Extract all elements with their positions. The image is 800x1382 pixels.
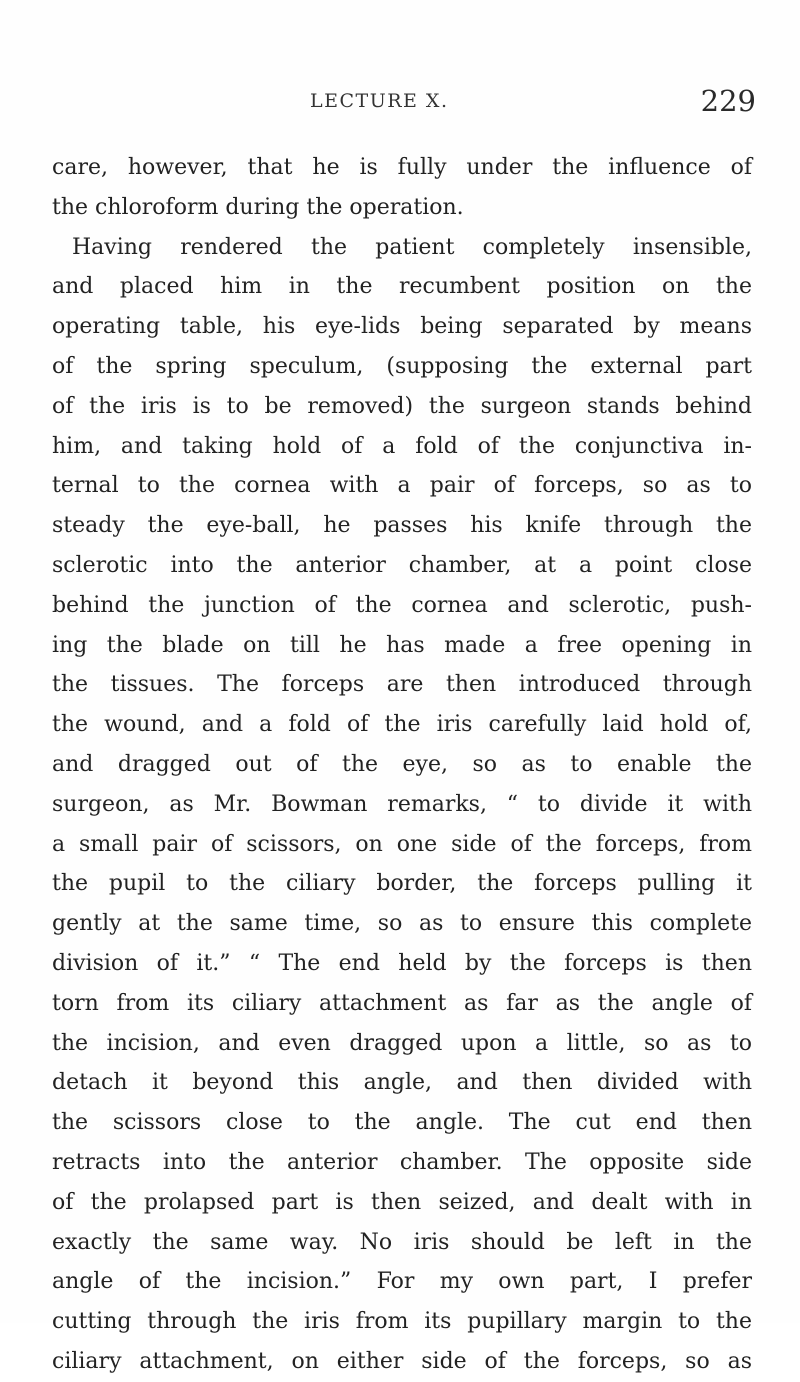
text-line: the pupil to the ciliary border, the forceps pulling it	[52, 871, 752, 897]
text-line: retracts into the anterior chamber. The opposite side	[52, 1149, 752, 1175]
text-line: division of it.” “ The end held by the forceps is then	[52, 950, 752, 976]
running-header	[52, 86, 756, 126]
text-line: operating table, his eye-lids being separated by means	[52, 314, 752, 340]
text-line: surgeon, as Mr. Bowman remarks, “ to divide it with	[52, 791, 752, 817]
text-line: the incision, and even dragged upon a little, so as to	[52, 1030, 752, 1056]
text-line: and dragged out of the eye, so as to enable the	[52, 751, 752, 777]
text-line: of the spring speculum, (supposing the external part	[52, 353, 752, 379]
text-line: steady the eye-ball, he passes his knife through the	[52, 513, 752, 539]
text-line: torn from its ciliary attachment as far as the angle of	[52, 990, 752, 1016]
text-line: behind the junction of the cornea and sclerotic, push-	[52, 592, 752, 618]
text-line: of the iris is to be removed) the surgeon stands behind	[52, 393, 752, 419]
running-title: LECTURE X.	[310, 90, 449, 112]
text-line: the scissors close to the angle. The cut end then	[52, 1110, 752, 1136]
text-line: ternal to the cornea with a pair of forceps, so as to	[52, 473, 752, 499]
text-line: detach it beyond this angle, and then divided with	[52, 1070, 752, 1096]
text-line: and placed him in the recumbent position on the	[52, 274, 752, 300]
text-line: him, and taking hold of a fold of the conjunctiva in-	[52, 433, 752, 459]
text-line: the chloroform during the operation.	[52, 194, 464, 220]
text-line: of the prolapsed part is then seized, and dealt with in	[52, 1189, 752, 1215]
text-line: care, however, that he is fully under the influence of	[52, 155, 752, 180]
text-line: sclerotic into the anterior chamber, at a point close	[52, 552, 752, 578]
text-line: cutting through the iris from its pupillary margin to the	[52, 1309, 752, 1335]
text-line: Having rendered the patient completely insensible,	[72, 234, 752, 260]
text-line: gently at the same time, so as to ensure this complete	[52, 911, 752, 937]
text-line: the wound, and a fold of the iris carefully laid hold of,	[52, 712, 752, 738]
text-line: a small pair of scissors, on one side of the forceps, from	[52, 831, 752, 857]
body-text	[52, 148, 752, 1382]
page-number: 229	[700, 84, 756, 118]
text-line: ing the blade on till he has made a free opening in	[52, 632, 752, 658]
text-line: the tissues. The forceps are then introduced through	[52, 672, 752, 698]
text-line: ciliary attachment, on either side of the forceps, so as	[52, 1348, 752, 1374]
text-line: exactly the same way. No iris should be left in the	[52, 1229, 752, 1255]
text-line: angle of the incision.” For my own part, I prefer	[52, 1269, 752, 1295]
